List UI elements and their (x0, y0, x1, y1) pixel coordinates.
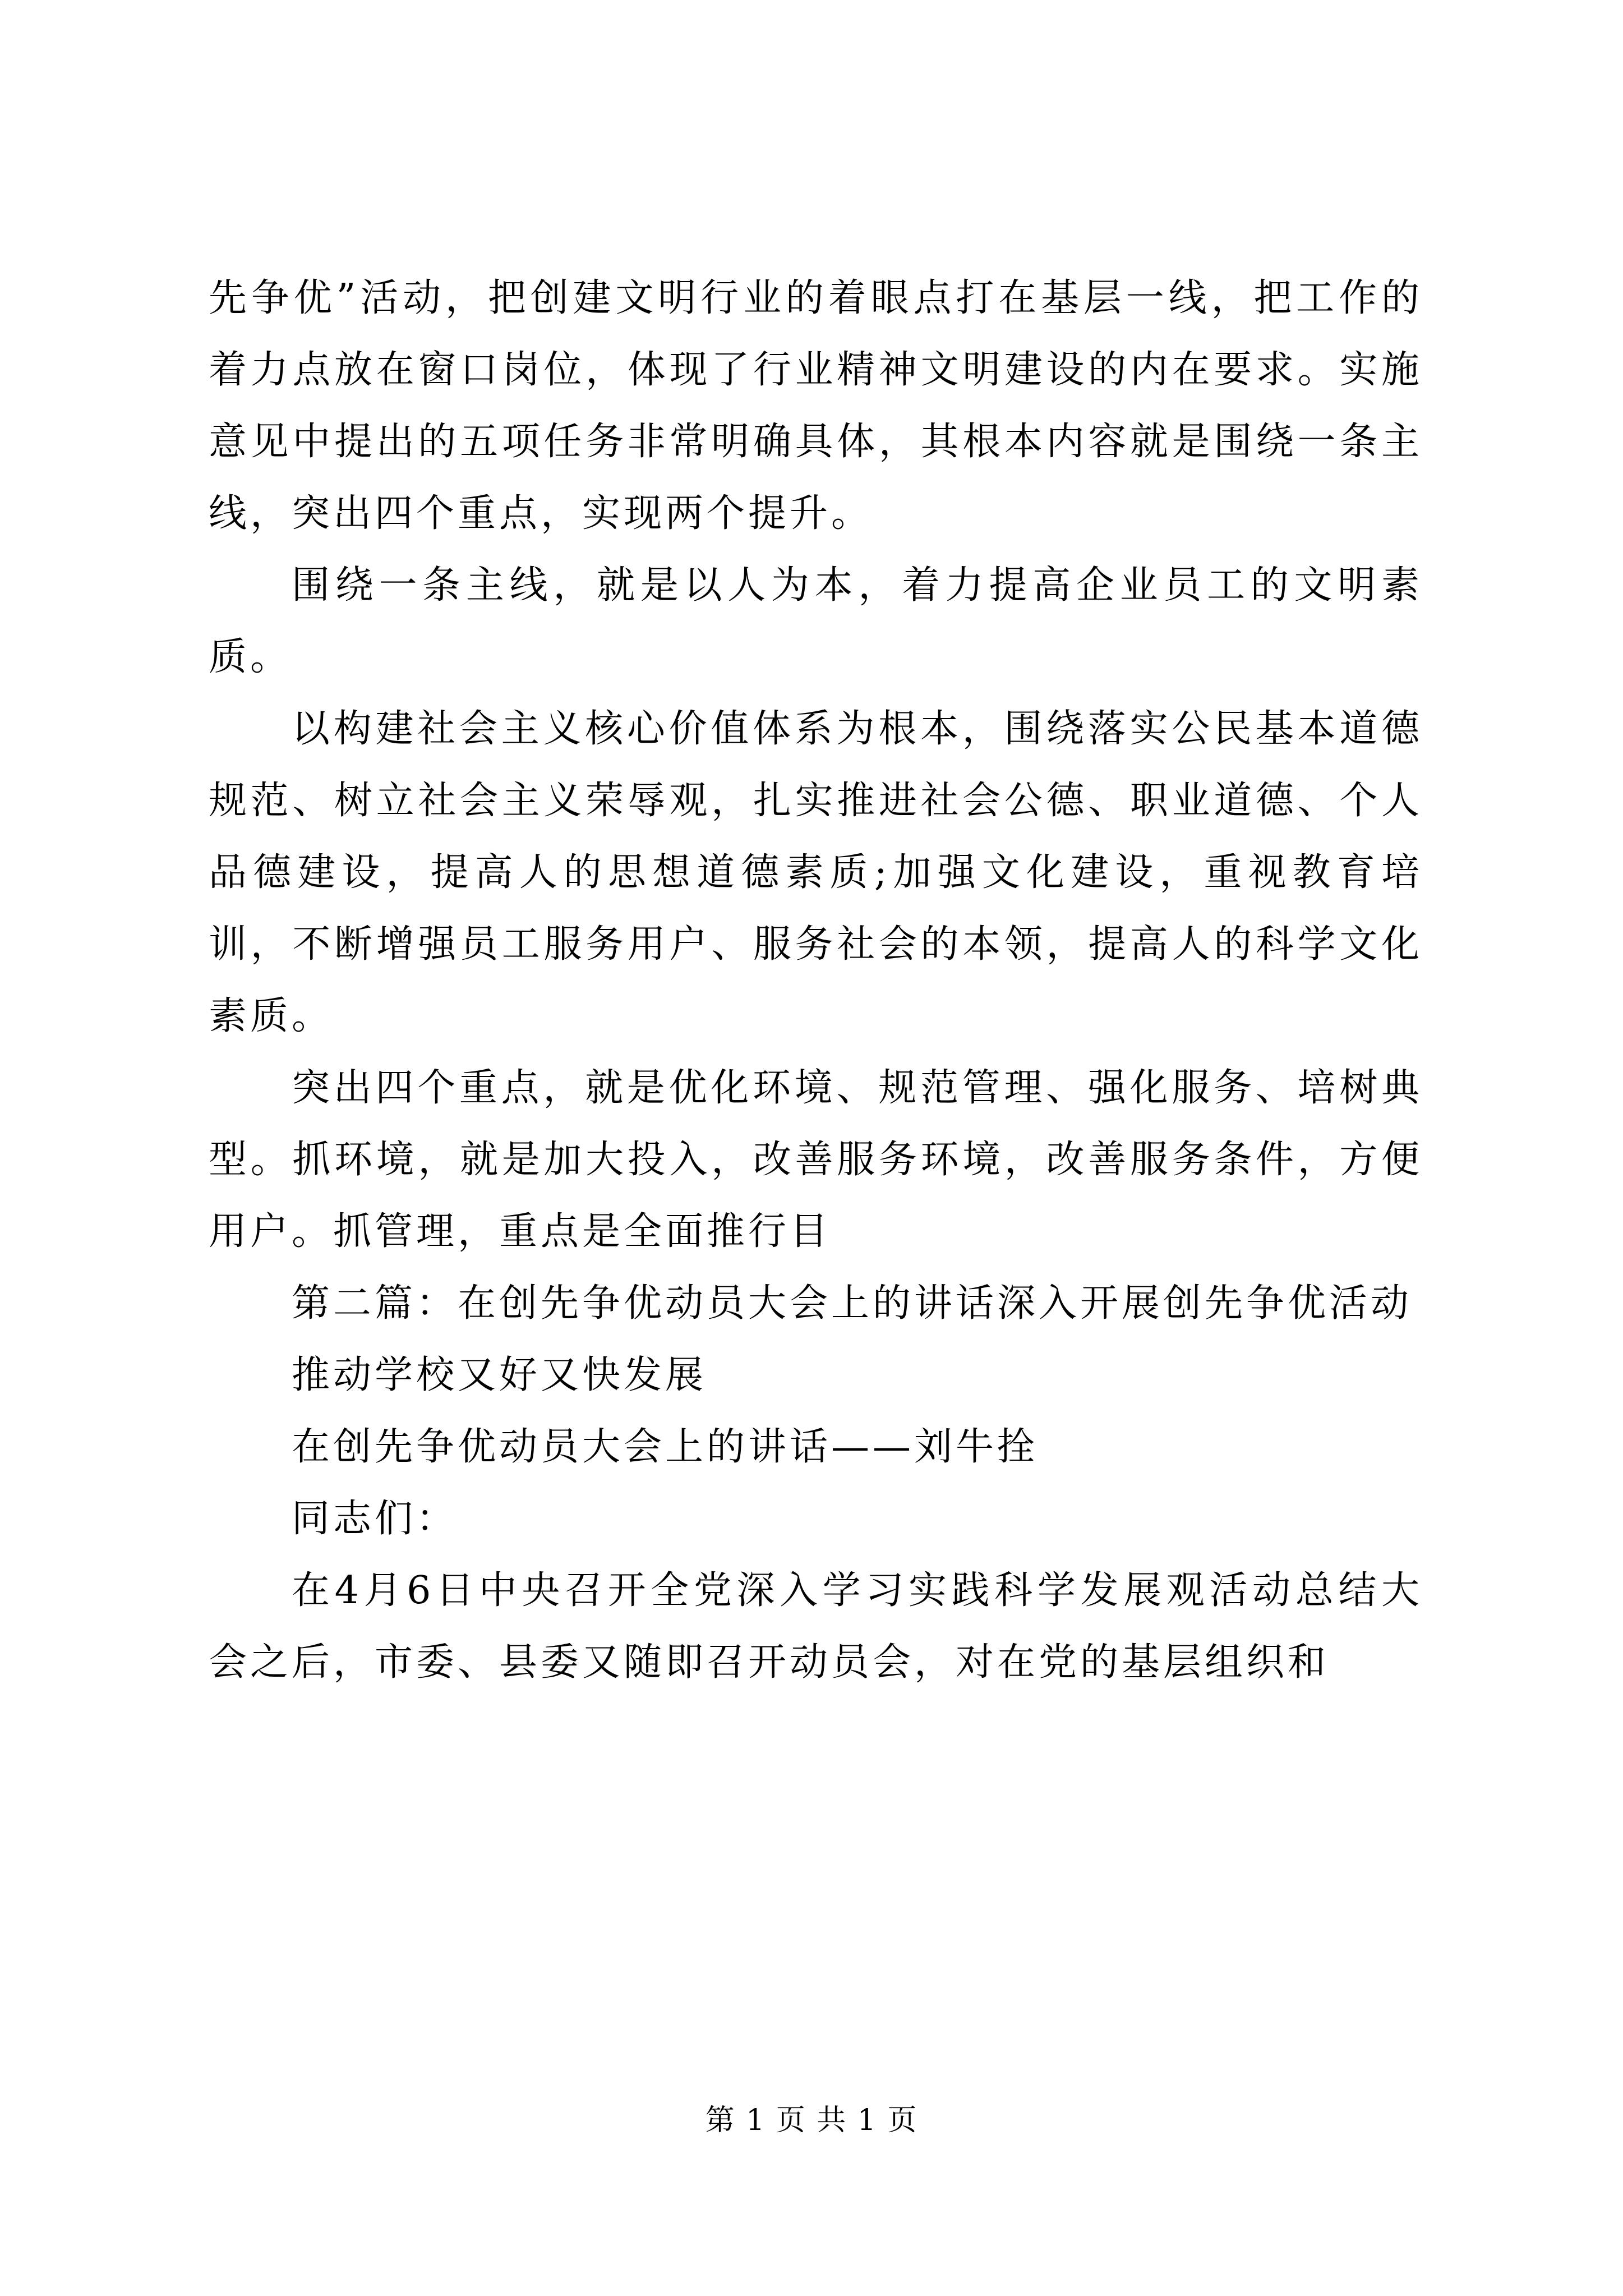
speech-subtitle: 在创先争优动员大会上的讲话——刘牛拴 (292, 1425, 1039, 1469)
paragraph-3: 以构建社会主义核心价值体系为根本，围绕落实公民基本道德规范、树立社会主义荣辱观，扎实推进社会公德、职业道德、个人品德建设，提高人的思想道德素质;加强文化建设，重视教育培训，不断增强员工服务用户、服务社会的本领，提高人的科学文化素质。 (209, 707, 1423, 1038)
salutation: 同志们： (292, 1497, 458, 1541)
document-body (209, 263, 1423, 1699)
paragraph-1: 先争优”活动，把创建文明行业的着眼点打在基层一线，把工作的着力点放在窗口岗位，体现了行业精神文明建设的内在要求。实施意见中提出的五项任务非常明确具体，其根本内容就是围绕一条主线，突出四个重点，实现两个提升。 (209, 276, 1423, 536)
page-number-footer: 第 1 页 共 1 页 (705, 2104, 918, 2137)
paragraph-2: 围绕一条主线，就是以人为本，着力提高企业员工的文明素质。 (209, 563, 1423, 679)
paragraph-9: 在4月6日中央召开全党深入学习实践科学发展观活动总结大会之后，市委、县委又随即召开动员会，对在党的基层组织和 (209, 1568, 1423, 1685)
paragraph-4: 突出四个重点，就是优化环境、规范管理、强化服务、培树典型。抓环境，就是加大投入，改善服务环境，改善服务条件，方便用户。抓管理，重点是全面推行目 (209, 1066, 1423, 1254)
speech-title: 推动学校又好又快发展 (292, 1353, 707, 1397)
section-heading: 第二篇：在创先争优动员大会上的讲话深入开展创先争优活动 (292, 1281, 1413, 1326)
